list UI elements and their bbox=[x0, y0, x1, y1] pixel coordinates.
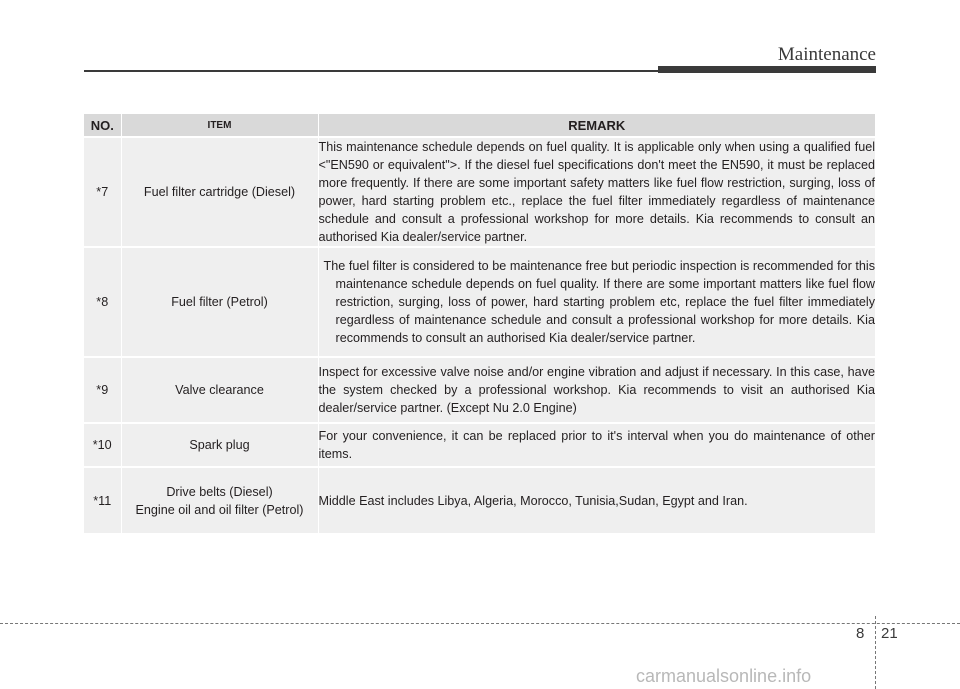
maintenance-table bbox=[84, 114, 875, 533]
row-item-line: Fuel filter cartridge (Diesel) bbox=[143, 185, 296, 199]
row-no: *7 bbox=[84, 137, 121, 247]
row-item-line: Fuel filter (Petrol) bbox=[171, 295, 268, 309]
row-remark: This maintenance schedule depends on fuel quality. It is applicable only when using a qualified fuel <"EN590 or equivalent">. If the diesel fuel specifications don't meet the EN590, it must be replaced more frequently. If there are some important safety matters like fuel flow restriction, surging, loss of power, hard starting problem etc., replace the fuel filter immediately regardless of maintenance schedule and consult a professional workshop for more details. Kia recommends to consult an authorised Kia dealer/service partner. bbox=[318, 137, 875, 247]
row-no: *8 bbox=[84, 247, 121, 357]
row-item bbox=[121, 467, 318, 533]
footer-vertical-divider bbox=[875, 616, 876, 689]
row-no: *11 bbox=[84, 467, 121, 533]
column-header-no: NO. bbox=[84, 114, 121, 137]
row-remark: The fuel filter is considered to be maintenance free but periodic inspection is recommended for this maintenance schedule depends on fuel quality. If there are some important matters like fuel flow restriction, surging, loss of power, hard starting problem etc, replace the fuel filter immediately regardless of maintenance schedule and consult a professional workshop for more details. Kia recommends to consult an authorised Kia dealer/service partner. bbox=[318, 247, 875, 357]
row-item-line: Drive belts (Diesel) bbox=[166, 484, 273, 499]
table-row bbox=[84, 467, 875, 533]
table-header-row bbox=[84, 114, 875, 137]
chapter-number: 8 bbox=[856, 625, 865, 642]
column-header-item: ITEM bbox=[121, 114, 318, 137]
table-row bbox=[84, 247, 875, 357]
header-rule-thick bbox=[658, 66, 876, 73]
page-number: 21 bbox=[881, 625, 898, 642]
row-remark: Inspect for excessive valve noise and/or engine vibration and adjust if necessary. In this case, have the system checked by a professional workshop. Kia recommends to visit an authorised Kia dealer/service partner. (Except Nu 2.0 Engine) bbox=[318, 357, 875, 423]
table-row bbox=[84, 357, 875, 423]
row-item bbox=[121, 247, 318, 357]
section-title: Maintenance bbox=[777, 44, 876, 65]
watermark: carmanualsonline.info bbox=[636, 666, 812, 686]
row-remark: Middle East includes Libya, Algeria, Morocco, Tunisia,Sudan, Egypt and Iran. bbox=[318, 467, 875, 533]
table-row bbox=[84, 423, 875, 467]
row-item-line: Valve clearance bbox=[175, 383, 264, 397]
row-no: *10 bbox=[84, 423, 121, 467]
row-item bbox=[121, 137, 318, 247]
header-rule-thin bbox=[84, 70, 664, 72]
row-item bbox=[121, 423, 318, 467]
row-item-line: Spark plug bbox=[189, 438, 250, 452]
row-item-line: Engine oil and oil filter (Petrol) bbox=[135, 502, 304, 517]
row-item bbox=[121, 357, 318, 423]
row-no: *9 bbox=[84, 357, 121, 423]
column-header-remark: REMARK bbox=[318, 114, 875, 137]
footer-divider bbox=[0, 623, 960, 624]
table-row bbox=[84, 137, 875, 247]
row-remark: For your convenience, it can be replaced prior to it's interval when you do maintenance of other items. bbox=[318, 423, 875, 467]
